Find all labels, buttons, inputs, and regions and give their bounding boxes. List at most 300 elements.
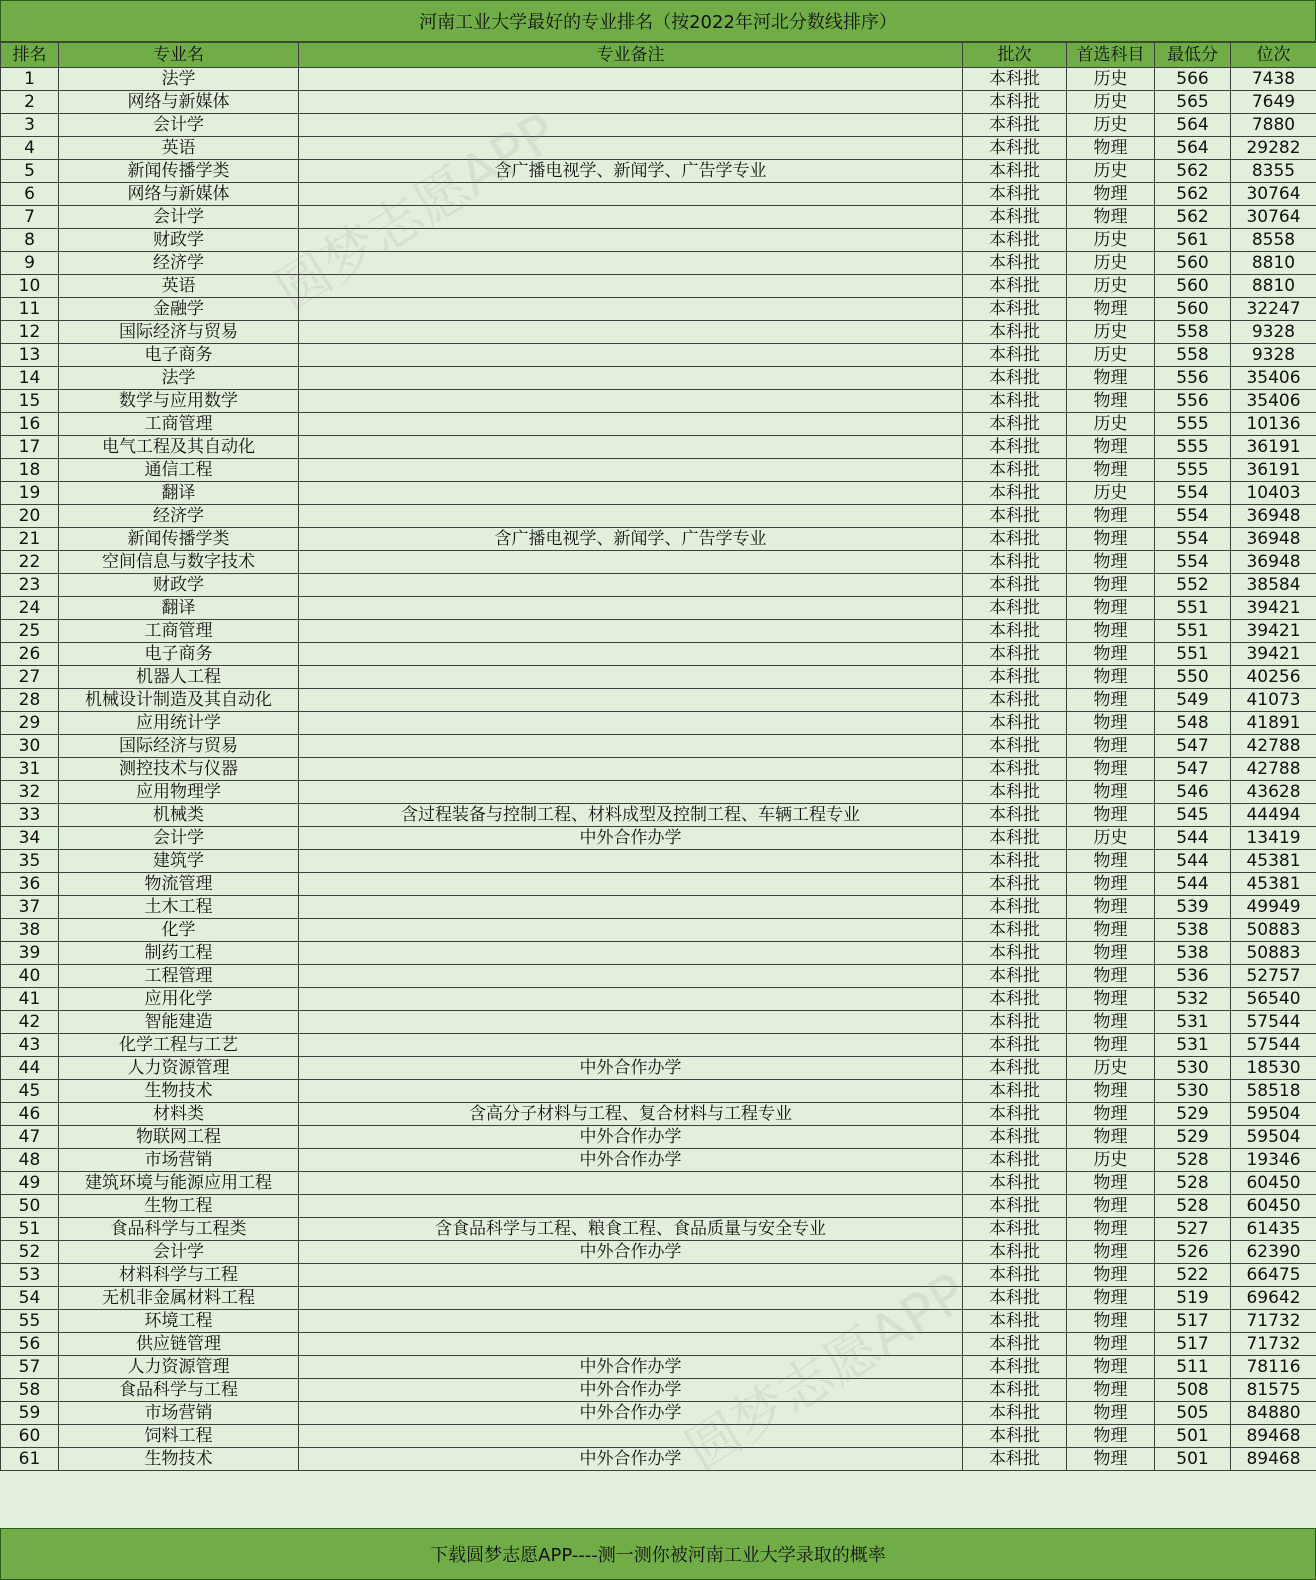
rank-cell: 23: [1, 574, 59, 597]
rank-cell: 4: [1, 137, 59, 160]
major-cell: 工商管理: [59, 620, 299, 643]
note-cell: [299, 1034, 963, 1057]
note-cell: [299, 1264, 963, 1287]
position-cell: 56540: [1231, 988, 1316, 1011]
table-row: [1, 1057, 1316, 1080]
rank-cell: 43: [1, 1034, 59, 1057]
batch-cell: 本科批: [963, 275, 1067, 298]
position-cell: 78116: [1231, 1356, 1316, 1379]
note-cell: [299, 965, 963, 988]
batch-cell: 本科批: [963, 505, 1067, 528]
position-cell: 29282: [1231, 137, 1316, 160]
min-score-cell: 531: [1155, 1034, 1231, 1057]
subject-cell: 物理: [1067, 1080, 1155, 1103]
rank-cell: 13: [1, 344, 59, 367]
min-score-cell: 550: [1155, 666, 1231, 689]
subject-cell: 物理: [1067, 965, 1155, 988]
subject-cell: 物理: [1067, 781, 1155, 804]
subject-cell: 物理: [1067, 574, 1155, 597]
table-row: [1, 873, 1316, 896]
major-cell: 机器人工程: [59, 666, 299, 689]
major-cell: 经济学: [59, 505, 299, 528]
major-cell: 财政学: [59, 574, 299, 597]
table-row: [1, 643, 1316, 666]
note-cell: [299, 1011, 963, 1034]
subject-cell: 物理: [1067, 1402, 1155, 1425]
note-cell: [299, 873, 963, 896]
column-header-subject: 首选科目: [1067, 43, 1155, 68]
note-cell: 中外合作办学: [299, 1057, 963, 1080]
rank-cell: 9: [1, 252, 59, 275]
min-score-cell: 554: [1155, 505, 1231, 528]
major-cell: 制药工程: [59, 942, 299, 965]
table-row: [1, 1149, 1316, 1172]
subject-cell: 物理: [1067, 1218, 1155, 1241]
subject-cell: 物理: [1067, 804, 1155, 827]
batch-cell: 本科批: [963, 1103, 1067, 1126]
subject-cell: 物理: [1067, 367, 1155, 390]
position-cell: 61435: [1231, 1218, 1316, 1241]
note-cell: 中外合作办学: [299, 1149, 963, 1172]
position-cell: 50883: [1231, 919, 1316, 942]
position-cell: 57544: [1231, 1011, 1316, 1034]
subject-cell: 物理: [1067, 1287, 1155, 1310]
note-cell: [299, 390, 963, 413]
min-score-cell: 548: [1155, 712, 1231, 735]
rank-cell: 38: [1, 919, 59, 942]
batch-cell: 本科批: [963, 597, 1067, 620]
batch-cell: 本科批: [963, 1356, 1067, 1379]
position-cell: 84880: [1231, 1402, 1316, 1425]
footer-banner: 下载圆梦志愿APP----测一测你被河南工业大学录取的概率: [0, 1528, 1316, 1580]
min-score-cell: 528: [1155, 1195, 1231, 1218]
column-header-major: 专业名: [59, 43, 299, 68]
position-cell: 42788: [1231, 758, 1316, 781]
note-cell: [299, 298, 963, 321]
major-cell: 会计学: [59, 1241, 299, 1264]
min-score-cell: 547: [1155, 758, 1231, 781]
position-cell: 42788: [1231, 735, 1316, 758]
batch-cell: 本科批: [963, 137, 1067, 160]
note-cell: [299, 643, 963, 666]
note-cell: [299, 1172, 963, 1195]
min-score-cell: 564: [1155, 114, 1231, 137]
min-score-cell: 508: [1155, 1379, 1231, 1402]
major-cell: 物流管理: [59, 873, 299, 896]
subject-cell: 物理: [1067, 1333, 1155, 1356]
batch-cell: 本科批: [963, 1264, 1067, 1287]
rank-cell: 14: [1, 367, 59, 390]
rank-cell: 8: [1, 229, 59, 252]
rank-cell: 11: [1, 298, 59, 321]
major-cell: 应用化学: [59, 988, 299, 1011]
position-cell: 71732: [1231, 1310, 1316, 1333]
table-row: [1, 344, 1316, 367]
position-cell: 32247: [1231, 298, 1316, 321]
subject-cell: 历史: [1067, 482, 1155, 505]
batch-cell: 本科批: [963, 1011, 1067, 1034]
major-cell: 电气工程及其自动化: [59, 436, 299, 459]
note-cell: [299, 367, 963, 390]
position-cell: 39421: [1231, 643, 1316, 666]
rank-cell: 24: [1, 597, 59, 620]
rank-cell: 25: [1, 620, 59, 643]
subject-cell: 物理: [1067, 505, 1155, 528]
table-row: [1, 1172, 1316, 1195]
table-row: [1, 252, 1316, 275]
rank-cell: 28: [1, 689, 59, 712]
batch-cell: 本科批: [963, 1379, 1067, 1402]
position-cell: 38584: [1231, 574, 1316, 597]
major-cell: 电子商务: [59, 344, 299, 367]
note-cell: 含广播电视学、新闻学、广告学专业: [299, 528, 963, 551]
major-cell: 应用物理学: [59, 781, 299, 804]
rank-cell: 16: [1, 413, 59, 436]
note-cell: [299, 275, 963, 298]
rank-cell: 60: [1, 1425, 59, 1448]
batch-cell: 本科批: [963, 758, 1067, 781]
batch-cell: 本科批: [963, 1034, 1067, 1057]
table-row: [1, 528, 1316, 551]
subject-cell: 物理: [1067, 183, 1155, 206]
note-cell: [299, 505, 963, 528]
batch-cell: 本科批: [963, 666, 1067, 689]
major-cell: 网络与新媒体: [59, 183, 299, 206]
note-cell: [299, 344, 963, 367]
batch-cell: 本科批: [963, 712, 1067, 735]
subject-cell: 物理: [1067, 873, 1155, 896]
table-row: [1, 758, 1316, 781]
note-cell: [299, 321, 963, 344]
rank-cell: 42: [1, 1011, 59, 1034]
min-score-cell: 536: [1155, 965, 1231, 988]
note-cell: 含食品科学与工程、粮食工程、食品质量与安全专业: [299, 1218, 963, 1241]
major-cell: 金融学: [59, 298, 299, 321]
table-title: 河南工业大学最好的专业排名（按2022年河北分数线排序）: [0, 0, 1316, 42]
major-cell: 物联网工程: [59, 1126, 299, 1149]
table-row: [1, 505, 1316, 528]
major-cell: 生物工程: [59, 1195, 299, 1218]
note-cell: [299, 988, 963, 1011]
subject-cell: 历史: [1067, 827, 1155, 850]
min-score-cell: 519: [1155, 1287, 1231, 1310]
rank-cell: 31: [1, 758, 59, 781]
subject-cell: 历史: [1067, 68, 1155, 91]
position-cell: 8810: [1231, 252, 1316, 275]
major-cell: 土木工程: [59, 896, 299, 919]
major-cell: 市场营销: [59, 1402, 299, 1425]
min-score-cell: 549: [1155, 689, 1231, 712]
rank-cell: 39: [1, 942, 59, 965]
rank-cell: 27: [1, 666, 59, 689]
rank-cell: 53: [1, 1264, 59, 1287]
position-cell: 35406: [1231, 390, 1316, 413]
subject-cell: 物理: [1067, 919, 1155, 942]
rank-cell: 36: [1, 873, 59, 896]
position-cell: 40256: [1231, 666, 1316, 689]
table-row: [1, 1034, 1316, 1057]
rank-cell: 58: [1, 1379, 59, 1402]
min-score-cell: 529: [1155, 1126, 1231, 1149]
table-row: [1, 1448, 1316, 1471]
major-cell: 法学: [59, 68, 299, 91]
min-score-cell: 556: [1155, 367, 1231, 390]
note-cell: [299, 1195, 963, 1218]
note-cell: [299, 850, 963, 873]
note-cell: [299, 942, 963, 965]
min-score-cell: 539: [1155, 896, 1231, 919]
subject-cell: 物理: [1067, 1448, 1155, 1471]
subject-cell: 物理: [1067, 1126, 1155, 1149]
batch-cell: 本科批: [963, 68, 1067, 91]
min-score-cell: 551: [1155, 597, 1231, 620]
table-row: [1, 827, 1316, 850]
subject-cell: 历史: [1067, 114, 1155, 137]
batch-cell: 本科批: [963, 689, 1067, 712]
position-cell: 10403: [1231, 482, 1316, 505]
major-cell: 智能建造: [59, 1011, 299, 1034]
note-cell: [299, 551, 963, 574]
rank-cell: 30: [1, 735, 59, 758]
min-score-cell: 538: [1155, 919, 1231, 942]
position-cell: 89468: [1231, 1425, 1316, 1448]
major-cell: 化学: [59, 919, 299, 942]
subject-cell: 物理: [1067, 850, 1155, 873]
note-cell: 含高分子材料与工程、复合材料与工程专业: [299, 1103, 963, 1126]
table-row: [1, 1264, 1316, 1287]
table-row: [1, 91, 1316, 114]
position-cell: 8355: [1231, 160, 1316, 183]
major-cell: 工程管理: [59, 965, 299, 988]
batch-cell: 本科批: [963, 229, 1067, 252]
major-cell: 机械设计制造及其自动化: [59, 689, 299, 712]
subject-cell: 物理: [1067, 1425, 1155, 1448]
note-cell: [299, 114, 963, 137]
min-score-cell: 551: [1155, 643, 1231, 666]
note-cell: [299, 620, 963, 643]
min-score-cell: 551: [1155, 620, 1231, 643]
subject-cell: 历史: [1067, 344, 1155, 367]
rank-cell: 26: [1, 643, 59, 666]
min-score-cell: 517: [1155, 1310, 1231, 1333]
table-row: [1, 551, 1316, 574]
note-cell: 中外合作办学: [299, 827, 963, 850]
min-score-cell: 556: [1155, 390, 1231, 413]
major-cell: 国际经济与贸易: [59, 321, 299, 344]
subject-cell: 物理: [1067, 551, 1155, 574]
table-row: [1, 68, 1316, 91]
position-cell: 58518: [1231, 1080, 1316, 1103]
batch-cell: 本科批: [963, 1080, 1067, 1103]
min-score-cell: 547: [1155, 735, 1231, 758]
batch-cell: 本科批: [963, 850, 1067, 873]
batch-cell: 本科批: [963, 482, 1067, 505]
subject-cell: 物理: [1067, 1103, 1155, 1126]
batch-cell: 本科批: [963, 643, 1067, 666]
rank-cell: 35: [1, 850, 59, 873]
subject-cell: 历史: [1067, 160, 1155, 183]
table-row: [1, 1218, 1316, 1241]
rank-cell: 1: [1, 68, 59, 91]
table-row: [1, 942, 1316, 965]
note-cell: [299, 1333, 963, 1356]
subject-cell: 物理: [1067, 459, 1155, 482]
batch-cell: 本科批: [963, 942, 1067, 965]
min-score-cell: 562: [1155, 183, 1231, 206]
table-row: [1, 298, 1316, 321]
major-cell: 通信工程: [59, 459, 299, 482]
batch-cell: 本科批: [963, 1218, 1067, 1241]
position-cell: 7880: [1231, 114, 1316, 137]
major-cell: 测控技术与仪器: [59, 758, 299, 781]
rank-cell: 45: [1, 1080, 59, 1103]
position-cell: 60450: [1231, 1172, 1316, 1195]
major-cell: 食品科学与工程: [59, 1379, 299, 1402]
major-cell: 材料科学与工程: [59, 1264, 299, 1287]
min-score-cell: 555: [1155, 459, 1231, 482]
batch-cell: 本科批: [963, 735, 1067, 758]
position-cell: 45381: [1231, 873, 1316, 896]
position-cell: 19346: [1231, 1149, 1316, 1172]
position-cell: 81575: [1231, 1379, 1316, 1402]
table-row: [1, 712, 1316, 735]
rank-cell: 41: [1, 988, 59, 1011]
major-cell: 材料类: [59, 1103, 299, 1126]
min-score-cell: 560: [1155, 252, 1231, 275]
subject-cell: 物理: [1067, 1241, 1155, 1264]
note-cell: 中外合作办学: [299, 1448, 963, 1471]
min-score-cell: 529: [1155, 1103, 1231, 1126]
note-cell: [299, 137, 963, 160]
batch-cell: 本科批: [963, 1149, 1067, 1172]
note-cell: [299, 712, 963, 735]
table-row: [1, 988, 1316, 1011]
position-cell: 66475: [1231, 1264, 1316, 1287]
position-cell: 44494: [1231, 804, 1316, 827]
min-score-cell: 544: [1155, 850, 1231, 873]
batch-cell: 本科批: [963, 1425, 1067, 1448]
major-cell: 英语: [59, 137, 299, 160]
table-row: [1, 1425, 1316, 1448]
position-cell: 45381: [1231, 850, 1316, 873]
ranking-table: [0, 42, 1316, 1471]
position-cell: 69642: [1231, 1287, 1316, 1310]
subject-cell: 物理: [1067, 1264, 1155, 1287]
rank-cell: 50: [1, 1195, 59, 1218]
subject-cell: 物理: [1067, 620, 1155, 643]
table-row: [1, 804, 1316, 827]
subject-cell: 物理: [1067, 735, 1155, 758]
batch-cell: 本科批: [963, 1195, 1067, 1218]
rank-cell: 20: [1, 505, 59, 528]
major-cell: 人力资源管理: [59, 1356, 299, 1379]
position-cell: 36191: [1231, 459, 1316, 482]
batch-cell: 本科批: [963, 252, 1067, 275]
table-row: [1, 919, 1316, 942]
subject-cell: 物理: [1067, 1172, 1155, 1195]
batch-cell: 本科批: [963, 1402, 1067, 1425]
rank-cell: 19: [1, 482, 59, 505]
position-cell: 9328: [1231, 344, 1316, 367]
table-row: [1, 321, 1316, 344]
batch-cell: 本科批: [963, 896, 1067, 919]
major-cell: 新闻传播学类: [59, 160, 299, 183]
rank-cell: 29: [1, 712, 59, 735]
table-row: [1, 1287, 1316, 1310]
batch-cell: 本科批: [963, 873, 1067, 896]
min-score-cell: 528: [1155, 1149, 1231, 1172]
rank-cell: 2: [1, 91, 59, 114]
batch-cell: 本科批: [963, 919, 1067, 942]
table-row: [1, 183, 1316, 206]
table-row: [1, 1241, 1316, 1264]
min-score-cell: 565: [1155, 91, 1231, 114]
note-cell: [299, 1080, 963, 1103]
note-cell: [299, 229, 963, 252]
min-score-cell: 560: [1155, 298, 1231, 321]
column-header-note: 专业备注: [299, 43, 963, 68]
min-score-cell: 531: [1155, 1011, 1231, 1034]
subject-cell: 物理: [1067, 1034, 1155, 1057]
table-row: [1, 574, 1316, 597]
min-score-cell: 562: [1155, 206, 1231, 229]
subject-cell: 历史: [1067, 275, 1155, 298]
min-score-cell: 501: [1155, 1425, 1231, 1448]
position-cell: 89468: [1231, 1448, 1316, 1471]
note-cell: [299, 597, 963, 620]
min-score-cell: 546: [1155, 781, 1231, 804]
major-cell: 翻译: [59, 597, 299, 620]
note-cell: [299, 91, 963, 114]
batch-cell: 本科批: [963, 965, 1067, 988]
rank-cell: 40: [1, 965, 59, 988]
min-score-cell: 552: [1155, 574, 1231, 597]
table-row: [1, 1333, 1316, 1356]
table-row: [1, 367, 1316, 390]
batch-cell: 本科批: [963, 91, 1067, 114]
batch-cell: 本科批: [963, 620, 1067, 643]
major-cell: 生物技术: [59, 1080, 299, 1103]
major-cell: 化学工程与工艺: [59, 1034, 299, 1057]
min-score-cell: 555: [1155, 436, 1231, 459]
min-score-cell: 564: [1155, 137, 1231, 160]
table-row: [1, 1195, 1316, 1218]
position-cell: 57544: [1231, 1034, 1316, 1057]
position-cell: 36191: [1231, 436, 1316, 459]
major-cell: 数学与应用数学: [59, 390, 299, 413]
rank-cell: 18: [1, 459, 59, 482]
table-row: [1, 1103, 1316, 1126]
batch-cell: 本科批: [963, 436, 1067, 459]
rank-cell: 3: [1, 114, 59, 137]
min-score-cell: 544: [1155, 873, 1231, 896]
table-row: [1, 1356, 1316, 1379]
major-cell: 环境工程: [59, 1310, 299, 1333]
rank-cell: 56: [1, 1333, 59, 1356]
batch-cell: 本科批: [963, 367, 1067, 390]
rank-cell: 6: [1, 183, 59, 206]
table-row: [1, 390, 1316, 413]
table-row: [1, 620, 1316, 643]
position-cell: 7649: [1231, 91, 1316, 114]
major-cell: 建筑学: [59, 850, 299, 873]
batch-cell: 本科批: [963, 206, 1067, 229]
major-cell: 人力资源管理: [59, 1057, 299, 1080]
position-cell: 49949: [1231, 896, 1316, 919]
note-cell: [299, 183, 963, 206]
subject-cell: 物理: [1067, 597, 1155, 620]
rank-cell: 21: [1, 528, 59, 551]
